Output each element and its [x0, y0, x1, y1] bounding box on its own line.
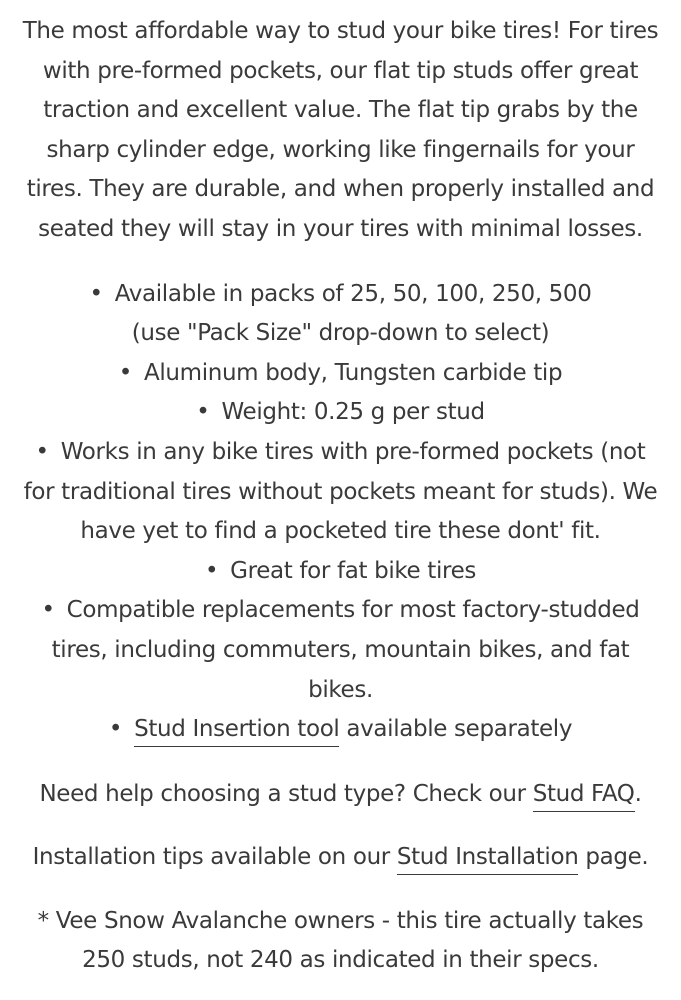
intro-paragraph: The most affordable way to stud your bike tires! For tires with pre-formed pockets, our flat tip studs offer great traction and excellent value. The flat tip grabs by the sharp cylinder edge, working like fingernails for your tires. They are durable, and when properly installed and seated they will stay in your tires with minimal losses.	[22, 18, 659, 242]
bullet-icon: •	[118, 359, 132, 386]
bullet-icon: •	[35, 438, 49, 465]
feature-item-packs	[20, 275, 661, 354]
bullet-icon: •	[41, 597, 55, 624]
stud-insertion-tool-link[interactable]: Stud Insertion tool	[134, 716, 339, 747]
help-prefix: Need help choosing a stud type? Check our	[39, 780, 533, 807]
bullet-icon: •	[196, 399, 210, 426]
feature-item-material	[20, 354, 661, 394]
feature-item-fat-bike	[20, 552, 661, 592]
install-prefix: Installation tips available on our	[32, 844, 397, 871]
stud-installation-link[interactable]: Stud Installation	[397, 844, 579, 875]
feature-compatibility-text: Works in any bike tires with pre-formed pockets (not for traditional tires without pockets meant for studs). We have yet to find a pocketed tire these dont' fit.	[23, 438, 658, 545]
product-description	[20, 0, 661, 981]
feature-replacements-text: Compatible replacements for most factory-studded tires, including commuters, mountain bikes, and fat bikes.	[51, 597, 640, 703]
feature-list	[20, 275, 661, 750]
feature-material-text: Aluminum body, Tungsten carbide tip	[143, 359, 563, 386]
bullet-icon: •	[204, 557, 219, 584]
feature-item-compatibility	[20, 433, 661, 552]
feature-fat-bike-text: Great for fat bike tires	[230, 557, 477, 584]
install-paragraph	[20, 838, 661, 878]
feature-item-weight	[20, 393, 661, 433]
feature-packs-text: Available in packs of 25, 50, 100, 250, 500	[114, 280, 592, 307]
avalanche-note: * Vee Snow Avalanche owners - this tire actually takes 250 studs, not 240 as indicated in their specs.	[37, 907, 644, 974]
feature-item-replacements	[20, 591, 661, 710]
feature-weight-text: Weight: 0.25 g per stud	[221, 399, 485, 426]
feature-item-tool	[20, 710, 661, 750]
stud-faq-link[interactable]: Stud FAQ	[533, 781, 635, 812]
bullet-icon: •	[108, 716, 123, 743]
feature-tool-suffix: available separately	[339, 716, 573, 743]
install-suffix: page.	[578, 844, 649, 871]
help-suffix: .	[634, 780, 642, 807]
feature-packs-note: (use "Pack Size" drop-down to select)	[131, 320, 550, 347]
bullet-icon: •	[89, 280, 103, 307]
help-paragraph	[20, 775, 661, 815]
